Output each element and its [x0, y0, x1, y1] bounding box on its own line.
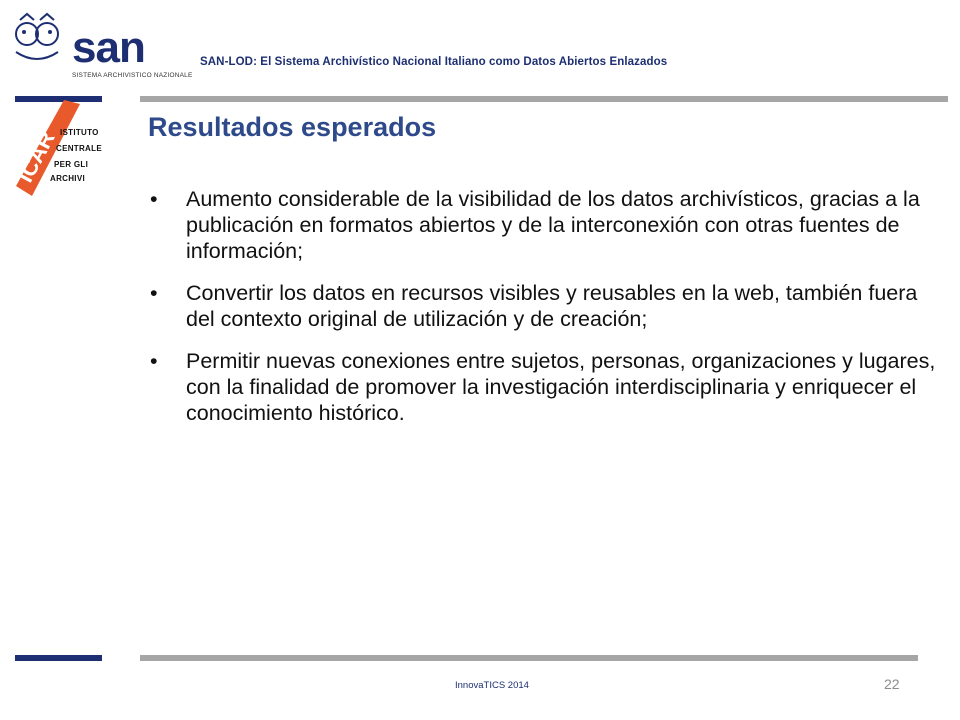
san-logo: [10, 12, 193, 79]
san-wordmark: san: [72, 23, 145, 72]
icar-line-2: CENTRALE: [56, 144, 102, 153]
bottom-left-blue-rule: [15, 655, 102, 661]
bullet-item: [150, 348, 940, 426]
bullet-text: Aumento considerable de la visibilidad de los datos archivísticos, gracias a la publicación en formatos abiertos y de la interconexión con otras fuentes de información;: [186, 187, 920, 263]
icar-line-3: PER GLI: [54, 160, 89, 169]
footer-event: InnovaTICS 2014: [455, 680, 529, 691]
san-emblem-icon: [10, 12, 64, 68]
top-gray-rule: [140, 96, 948, 102]
bullet-list: [150, 186, 940, 442]
bullet-dot-icon: •: [150, 281, 158, 305]
icar-logo: [8, 100, 118, 196]
bullet-text: Permitir nuevas conexiones entre sujetos, personas, organizaciones y lugares, con la finalidad de promover la investigación interdisciplinaria y enriquecer el conocimiento histórico.: [186, 349, 936, 425]
icar-line-4: ARCHIVI: [50, 174, 85, 183]
bullet-item: [150, 280, 940, 332]
san-logo-subtext: SISTEMA ARCHIVISTICO NAZIONALE: [72, 72, 193, 79]
bullet-text: Convertir los datos en recursos visibles y reusables en la web, también fuera del contexto original de utilización y de creación;: [186, 281, 918, 331]
bullet-dot-icon: •: [150, 349, 158, 373]
bullet-dot-icon: •: [150, 187, 158, 211]
bottom-gray-rule: [140, 655, 918, 661]
icar-line-1: ISTITUTO: [60, 128, 99, 137]
page-number: 22: [884, 676, 900, 692]
icar-ribbon-text: ICAR: [12, 127, 60, 187]
slide-title: Resultados esperados: [148, 112, 437, 142]
bullet-item: [150, 186, 940, 264]
header-subtitle: SAN-LOD: El Sistema Archivístico Nacional Italiano como Datos Abiertos Enlazados: [200, 56, 668, 68]
